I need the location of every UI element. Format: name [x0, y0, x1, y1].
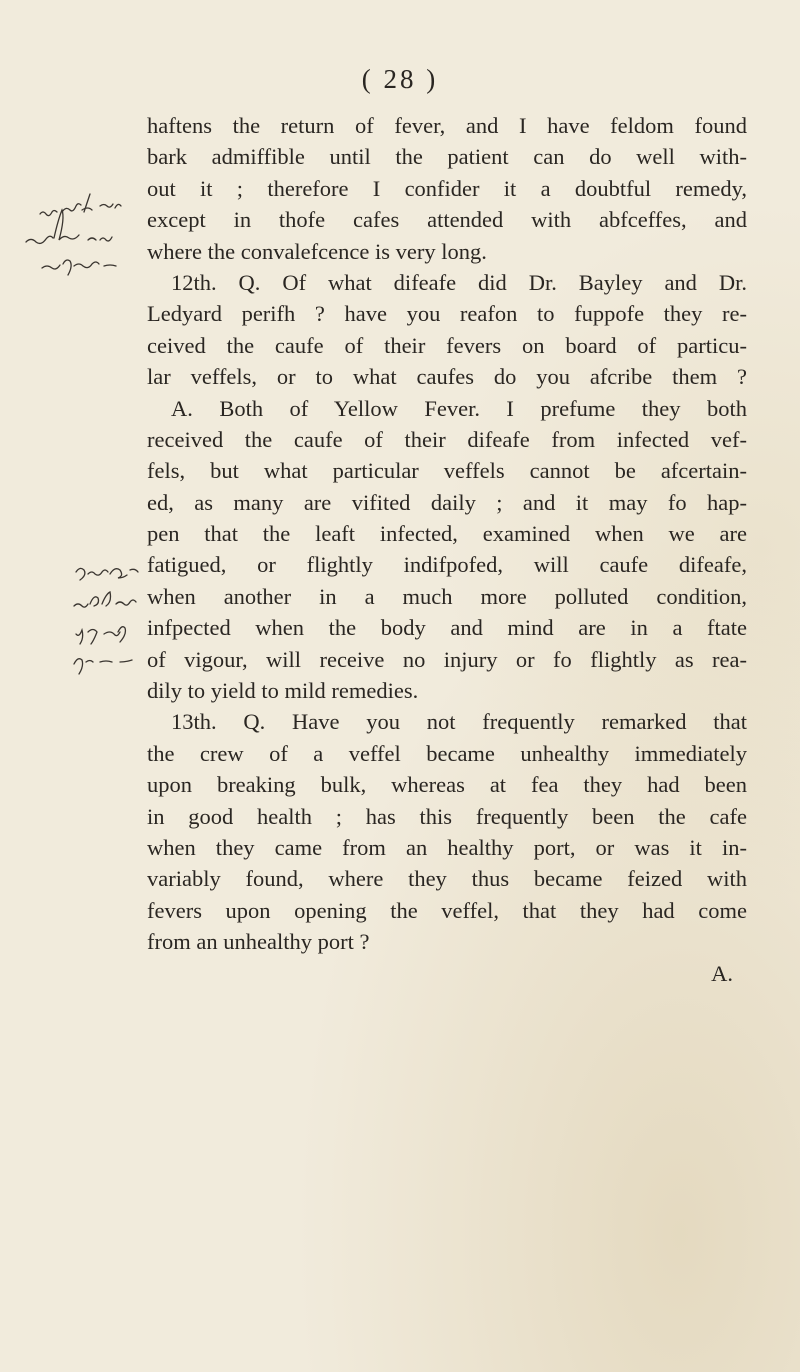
catchword: A. — [711, 960, 733, 986]
text-line: except in thofe cafes attended with abfceffes, and — [147, 207, 747, 233]
text-line: when they came from an healthy port, or was it in- — [147, 834, 747, 860]
text-line: when another in a much more polluted condition, — [147, 583, 747, 609]
text-line: Ledyard perifh ? have you reafon to fuppofe they re- — [147, 301, 747, 327]
text-line: 12th. Q. Of what difeafe did Dr. Bayley and Dr. — [171, 269, 747, 295]
text-line: 13th. Q. Have you not frequently remarked that — [171, 709, 747, 735]
text-line: where the convalefcence is very long. — [147, 238, 487, 264]
text-line: from an unhealthy port ? — [147, 929, 370, 955]
text-line: fels, but what particular veffels cannot be afcertain- — [147, 458, 747, 484]
text-line: fevers upon opening the veffel, that they had come — [147, 897, 747, 923]
text-line: haftens the return of fever, and I have feldom found — [147, 113, 747, 138]
handwritten-annotation-top — [18, 188, 148, 283]
text-line: lar veffels, or to what caufes do you afcribe them ? — [147, 364, 747, 390]
text-line: dily to yield to mild remedies. — [147, 678, 419, 704]
handwritten-annotation-middle — [70, 560, 156, 700]
text-line: ed, as many are vifited daily ; and it may fo hap- — [147, 489, 747, 515]
text-line: pen that the leaft infected, examined when we are — [147, 521, 747, 547]
text-line: upon breaking bulk, whereas at fea they had been — [147, 772, 747, 798]
text-line: of vigour, will receive no injury or fo flightly as rea- — [147, 646, 747, 672]
text-line: A. Both of Yellow Fever. I prefume they both — [171, 395, 747, 421]
text-line: fatigued, or flightly indifpofed, will caufe difeafe, — [147, 552, 747, 578]
text-line: variably found, where they thus became feized with — [147, 866, 747, 892]
page-number: ( 28 ) — [361, 64, 439, 94]
text-line: out it ; therefore I confider it a doubtful remedy, — [147, 175, 747, 201]
text-line: ceived the caufe of their fevers on board of particu- — [147, 332, 747, 358]
text-line: infpected when the body and mind are in a ftate — [147, 615, 747, 641]
text-line: in good health ; has this frequently been the cafe — [147, 803, 747, 829]
text-line: received the caufe of their difeafe from infected vef- — [147, 426, 747, 452]
body-text — [147, 110, 747, 989]
text-line: bark admiffible until the patient can do well with- — [147, 144, 747, 170]
text-line: the crew of a veffel became unhealthy immediately — [147, 740, 747, 766]
